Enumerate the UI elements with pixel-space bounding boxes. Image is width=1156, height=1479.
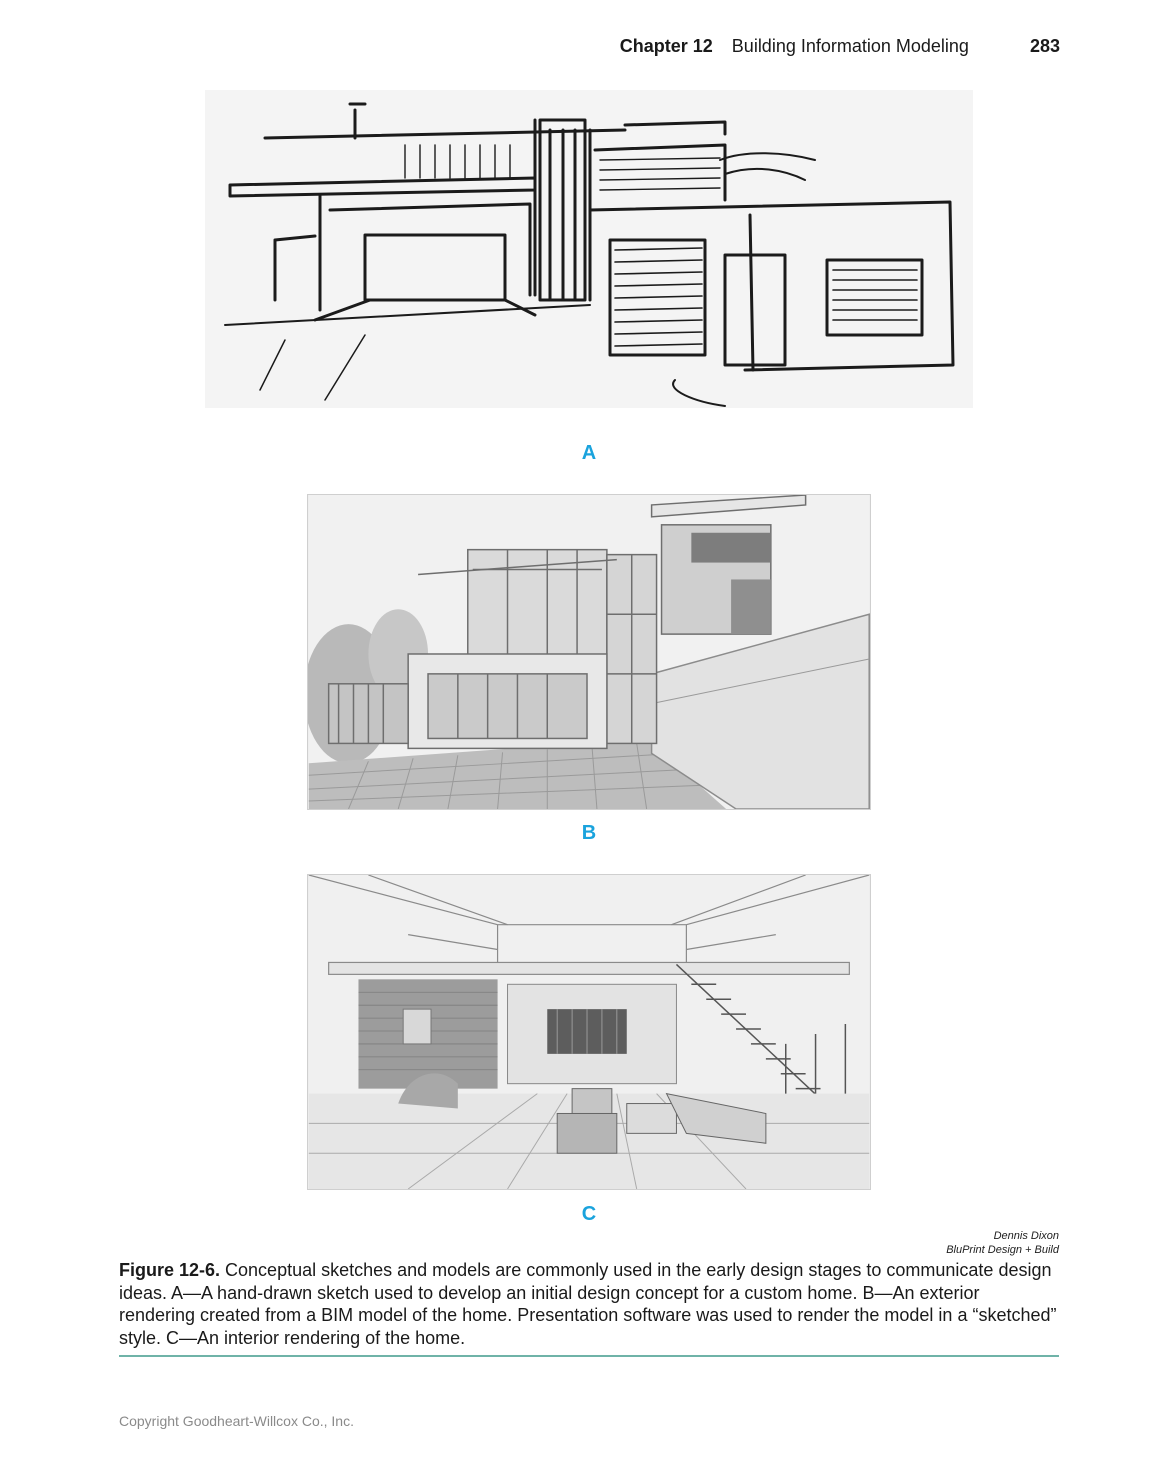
figure-a-label: A <box>581 442 597 464</box>
caption-rule <box>119 1355 1059 1357</box>
caption-text: Conceptual sketches and models are commonly used in the early design stages to communicate design ideas. A—A hand-drawn sketch used to develop an initial design concept for a custom home. B—An exterior rendering created from a BIM model of the home. Presentation software was used to render the model in a “sketched” style. C—An interior rendering of the home. <box>119 1260 1057 1348</box>
house-sketch-exterior-icon <box>205 90 973 408</box>
chapter-number: Chapter 12 <box>619 36 713 56</box>
figure-caption <box>119 1259 1059 1349</box>
page-number: 283 <box>1029 36 1060 56</box>
figure-a-sketch <box>205 90 973 408</box>
house-rendering-interior-icon <box>308 875 870 1189</box>
credit-company: BluPrint Design + Build <box>946 1244 1059 1256</box>
credit-author: Dennis Dixon <box>993 1230 1059 1242</box>
running-header <box>620 36 1060 57</box>
figure-number: Figure 12-6. <box>119 1260 221 1280</box>
image-credit <box>946 1229 1059 1257</box>
figure-b-exterior-rendering <box>307 494 871 810</box>
chapter-title: Building Information Modeling <box>731 36 969 56</box>
copyright-notice: Copyright Goodheart-Willcox Co., Inc. <box>119 1413 354 1429</box>
figure-b-label: B <box>581 822 597 844</box>
figure-c-label: C <box>581 1203 597 1225</box>
house-rendering-exterior-icon <box>308 495 870 809</box>
figure-c-interior-rendering <box>307 874 871 1190</box>
